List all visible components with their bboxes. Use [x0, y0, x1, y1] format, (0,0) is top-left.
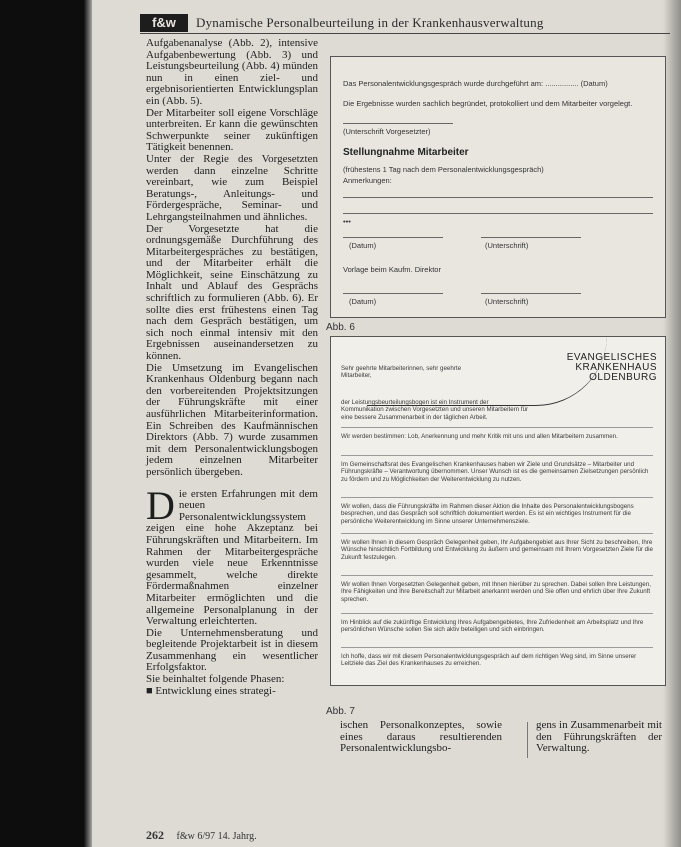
paragraph: Der Vorgesetzte hat die ordnungsgemäße Durchführung des Mitarbeitergespräches zu bestätigen, und der Mitarbeiter erhält die Möglichkeit, seine Einschätzung zu Inhalt und Ablauf des Gesprächs schriftlich zu formulieren (Abb. 6). Er sollte dies erst frühestens einen Tag nach dem Gespräch bestätigen, um sich noch einmal intensiv mit den Ergebnissen auseinandersetzen zu können.: [146, 222, 318, 363]
letter-paragraph: der Leistungsbeurteilungsbogen ist ein Instrument der Kommunikation zwischen Vorgesetzten und unseren Mitarbeitern für eine bessere Zusammenarbeit in der täglichen Arbeit.: [341, 399, 529, 421]
dropcap-paragraph: [146, 482, 318, 628]
submission-label: Vorlage beim Kaufm. Direktor: [343, 265, 441, 274]
employee-statement-title: Stellungnahme Mitarbeiter: [343, 147, 469, 158]
middle-bottom-column: ischen Personalkonzeptes, sowie eines daraus resultierenden Personalentwicklungsbo-: [340, 719, 502, 755]
employee-statement-subtitle: (frühestens 1 Tag nach dem Personalentwicklungsgespräch): [343, 165, 544, 174]
figure-7-caption: Abb. 7: [326, 706, 355, 717]
paragraph-rule: [341, 455, 653, 456]
date-label: (Datum): [349, 241, 377, 250]
supervisor-signature-label: (Unterschrift Vorgesetzter): [343, 127, 431, 136]
conducted-line: Das Personalentwicklungsgespräch wurde durchgeführt am: ................ (Datum): [343, 79, 608, 88]
signature-rule: [481, 293, 581, 294]
figure-6-form: [330, 56, 666, 318]
paragraph-rule: [341, 497, 653, 498]
hospital-logo: [567, 353, 657, 383]
date-label: (Datum): [349, 297, 377, 306]
date-rule: [343, 237, 443, 238]
letter-paragraph: Wir werden bestimmen: Lob, Anerkennung und mehr Kritik mit uns und allen Mitarbeitern zusammen.: [341, 433, 618, 440]
paragraph: Sie beinhaltet folgende Phasen:: [146, 673, 285, 686]
dropcap-text: ie ersten Erfahrungen mit dem neuen Personalentwicklungssystem zeigen eine hohe Akzeptanz bei Führungskräften und Mitarbeitern. Im Rahmen der Mitarbeitergespräche wurden viele neue Erkenntnisse gesammelt, welche direkte Fördermaßnahmen einzelner Mitarbeiter ermöglichten und die allgemeine Personalplanung in der Verwaltung erleichterten.: [146, 487, 318, 628]
remarks-rule: [343, 213, 653, 214]
paragraph-rule: [341, 647, 653, 648]
running-title: Dynamische Personalbeurteilung in der Krankenhausverwaltung: [196, 15, 544, 30]
paragraph-rule: [341, 575, 653, 576]
signature-label: (Unterschrift): [485, 297, 529, 306]
signature-rule: [481, 237, 581, 238]
logo-line: KRANKENHAUS: [575, 362, 657, 373]
dropcap-letter: D: [146, 482, 175, 528]
paragraph: Aufgabenanalyse (Abb. 2), intensive Aufgabenbewertung (Abb. 3) und Leistungsbeurteilung (Abb. 4) münden nun in einen ziel- und ergebnisorientierten Entwicklungsplan ein (Abb. 5).: [146, 37, 318, 107]
page-footer: [146, 828, 257, 843]
letter-paragraph: Wir wollen, dass die Führungskräfte im Rahmen dieser Aktion die Inhalte des Personalentwicklungsbogens besprechen, und das Gespräch soll schriftlich dokumentiert werden. Es ist ein wichtiges Instrument für die persönliche Weiterentwicklung im Sinne unserer Unternehmensziele.: [341, 503, 634, 525]
letter-paragraph: Wir wollen Ihnen Vorgesetzten Gelegenheit geben, mit Ihnen hierüber zu sprechen. Dabei sollen Ihre Leistungen, Ihre Fähigkeiten und Ihre Bereitschaft zur Mitarbeit anerkannt werden und Sie offen und ehrlich über Ihre Zukunft sprechen.: [341, 581, 651, 603]
ellipsis-dots: •••: [343, 217, 351, 226]
paragraph: Der Mitarbeiter soll eigene Vorschläge unterbreiten. Er kann die gewünschten Schwerpunkte seiner zukünftigen Tätigkeit benennen.: [146, 106, 318, 154]
results-line: Die Ergebnisse wurden sachlich begründet, protokolliert und dem Mitarbeiter vorgelegt.: [343, 99, 633, 108]
figure-6-caption: Abb. 6: [326, 322, 355, 333]
running-header: [140, 12, 670, 32]
right-bottom-column: gens in Zusammenarbeit mit den Führungskräften der Verwaltung.: [536, 719, 662, 755]
date-rule: [343, 293, 443, 294]
remarks-label: Anmerkungen:: [343, 176, 392, 185]
signature-rule: [343, 123, 453, 124]
logo-line: OLDENBURG: [589, 372, 657, 383]
journal-logo: f&w: [140, 14, 188, 32]
letter-paragraph: Wir wollen Ihnen in diesem Gespräch Gelegenheit geben, Ihr Aufgabengebiet aus Ihrer Sicht zu beschreiben, Ihre Wünsche hinsichtlich Fortbildung und Entwicklung zu äußern und gemeinsam mit Ihrem Vorgesetzten Ziele für die Zukunft festzulegen.: [341, 539, 653, 561]
left-text-column: [146, 38, 318, 697]
bullet-item: ■ Entwicklung eines strategi-: [146, 684, 276, 697]
paragraph-rule: [341, 427, 653, 428]
letter-paragraph: Im Gemeinschaftsrat des Evangelischen Krankenhauses haben wir Ziele und Grundsätze – Mitarbeiter und Führungskräfte – Verantwortung übernommen. Unser Wunsch ist es die gemeinsamen Zielsetzungen persönlich zu fördern und zu Möglichkeiten der Weiterentwicklung zu nutzen.: [341, 461, 649, 483]
remarks-rule: [343, 197, 653, 198]
paragraph: Unter der Regie des Vorgesetzten werden dann einzelne Schritte vereinbart, wie zum Beispiel Beratungs-, Anleitungs- und Fördergespräche, Seminar- und Lehrgangsteilnahmen und ähnliches.: [146, 152, 318, 223]
figure-7-letter: [330, 336, 666, 686]
letter-greeting: Sehr geehrte Mitarbeiterinnen, sehr geehrte Mitarbeiter,: [341, 365, 462, 380]
header-rule: [140, 33, 670, 34]
column-rule: [527, 722, 528, 758]
paragraph-rule: [341, 613, 653, 614]
paragraph: Die Unternehmensberatung und begleitende Projektarbeit ist in diesem Zusammenhang ein wesentlicher Erfolgsfaktor.: [146, 626, 318, 674]
issue-info: f&w 6/97 14. Jahrg.: [176, 831, 257, 842]
letter-paragraph: Im Hinblick auf die zukünftige Entwicklung Ihres Aufgabengebietes, Ihre Zufriedenheit am Arbeitsplatz und Ihre persönlichen Wünsche sollen Sie sich aktiv beteiligen und sich einbringen.: [341, 619, 644, 634]
paragraph: Die Umsetzung im Evangelischen Krankenhaus Oldenburg begann nach den vorbereitenden Projektsitzungen der Führungskräfte mit einer ausführlichen Mitarbeiterinformation. Ein Schreiben des Kaufmännischen Direktors (Abb. 7) wurde zusammen mit dem Personalentwicklungsbogen jedem einzelnen Mitarbeiter persönlich übergeben.: [146, 361, 318, 478]
paragraph-rule: [341, 533, 653, 534]
letter-paragraph: Ich hoffe, dass wir mit diesem Personalentwicklungsgespräch auf dem richtigen Weg sind, im Sinne unserer Leitziele das Ziel des Krankenhauses zu erreichen.: [341, 653, 637, 668]
logo-line: EVANGELISCHES: [566, 352, 657, 363]
page-number: 262: [146, 828, 164, 842]
signature-label: (Unterschrift): [485, 241, 529, 250]
